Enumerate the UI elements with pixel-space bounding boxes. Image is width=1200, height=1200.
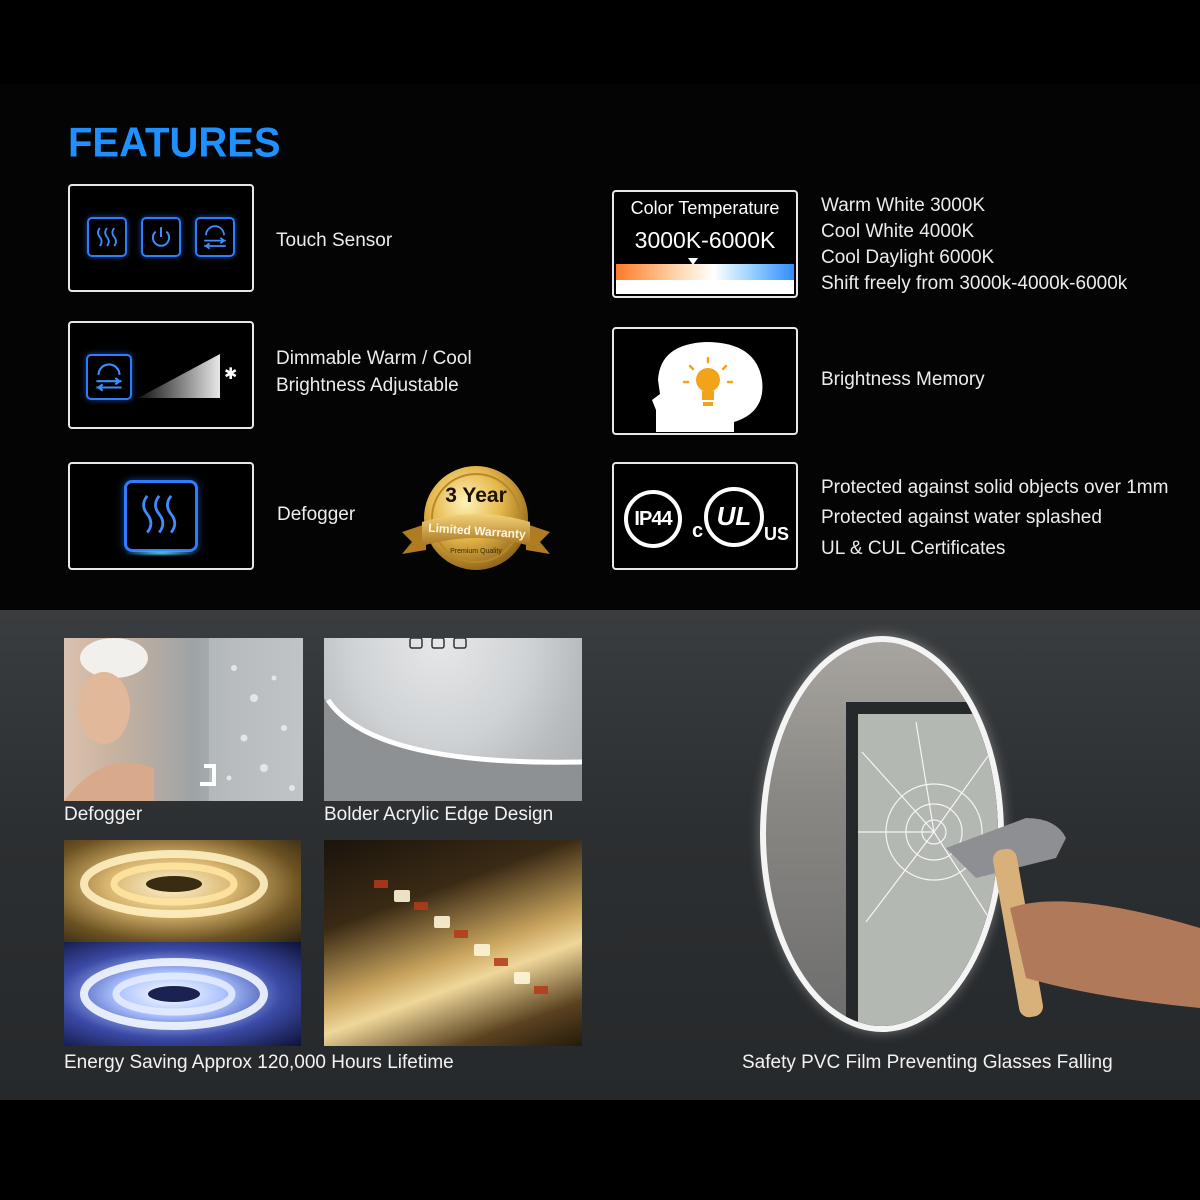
defogger-label: Defogger (277, 504, 356, 525)
dimmable-line1: Dimmable Warm / Cool (276, 348, 472, 369)
warm-strip-photo (64, 840, 301, 942)
certs-line2: Protected against water splashed (821, 507, 1102, 528)
color-temp-title: Color Temperature (630, 198, 780, 218)
certs-line3: UL & CUL Certificates (821, 538, 1006, 559)
brightness-ramp (138, 354, 220, 398)
color-temp-line4: Shift freely from 3000k-4000k-6000k (821, 273, 1128, 294)
led-macro-photo (324, 840, 582, 1046)
sun-icon: ✱ (224, 366, 238, 383)
head-bulb-icon (650, 340, 770, 432)
ul-icon: UL (704, 487, 764, 547)
dimmer-icon (195, 217, 235, 257)
top-band (0, 0, 1200, 84)
badge-warranty: Limited Warranty (427, 520, 527, 542)
ul-us-mark: US (764, 524, 790, 544)
edge-caption: Bolder Acrylic Edge Design (324, 804, 554, 825)
badge-years: 3 Year (445, 484, 507, 507)
power-icon (141, 217, 181, 257)
color-temp-range: 3000K-6000K (634, 227, 776, 253)
defog-icon (124, 480, 198, 552)
color-temp-line1: Warm White 3000K (821, 195, 986, 216)
cool-strip-photo (64, 942, 301, 1046)
safety-caption: Safety PVC Film Preventing Glasses Falling (742, 1052, 1113, 1073)
ip44-icon: IP44 (624, 490, 682, 548)
features-heading: FEATURES (68, 119, 281, 167)
defogger-caption: Defogger (64, 804, 143, 825)
color-temp-line3: Cool Daylight 6000K (821, 247, 995, 268)
memory-label: Brightness Memory (821, 369, 985, 390)
touch-sensor-label: Touch Sensor (276, 230, 393, 251)
energy-caption: Energy Saving Approx 120,000 Hours Lifetime (64, 1052, 454, 1073)
color-temp-gradient (616, 264, 794, 280)
hammer-hand (936, 808, 1200, 1028)
ul-c-mark: c (692, 520, 704, 542)
defogger-photo (64, 638, 303, 801)
defog-icon (87, 217, 127, 257)
color-temp-base (616, 280, 794, 294)
color-temp-line2: Cool White 4000K (821, 221, 975, 242)
bottom-band (0, 1100, 1200, 1200)
dimmer-icon (86, 354, 132, 400)
edge-photo (324, 638, 582, 801)
defog-glow (126, 550, 196, 556)
certs-line1: Protected against solid objects over 1mm (821, 477, 1169, 498)
badge-quality: Premium Quality (450, 548, 502, 555)
dimmable-line2: Brightness Adjustable (276, 375, 459, 396)
